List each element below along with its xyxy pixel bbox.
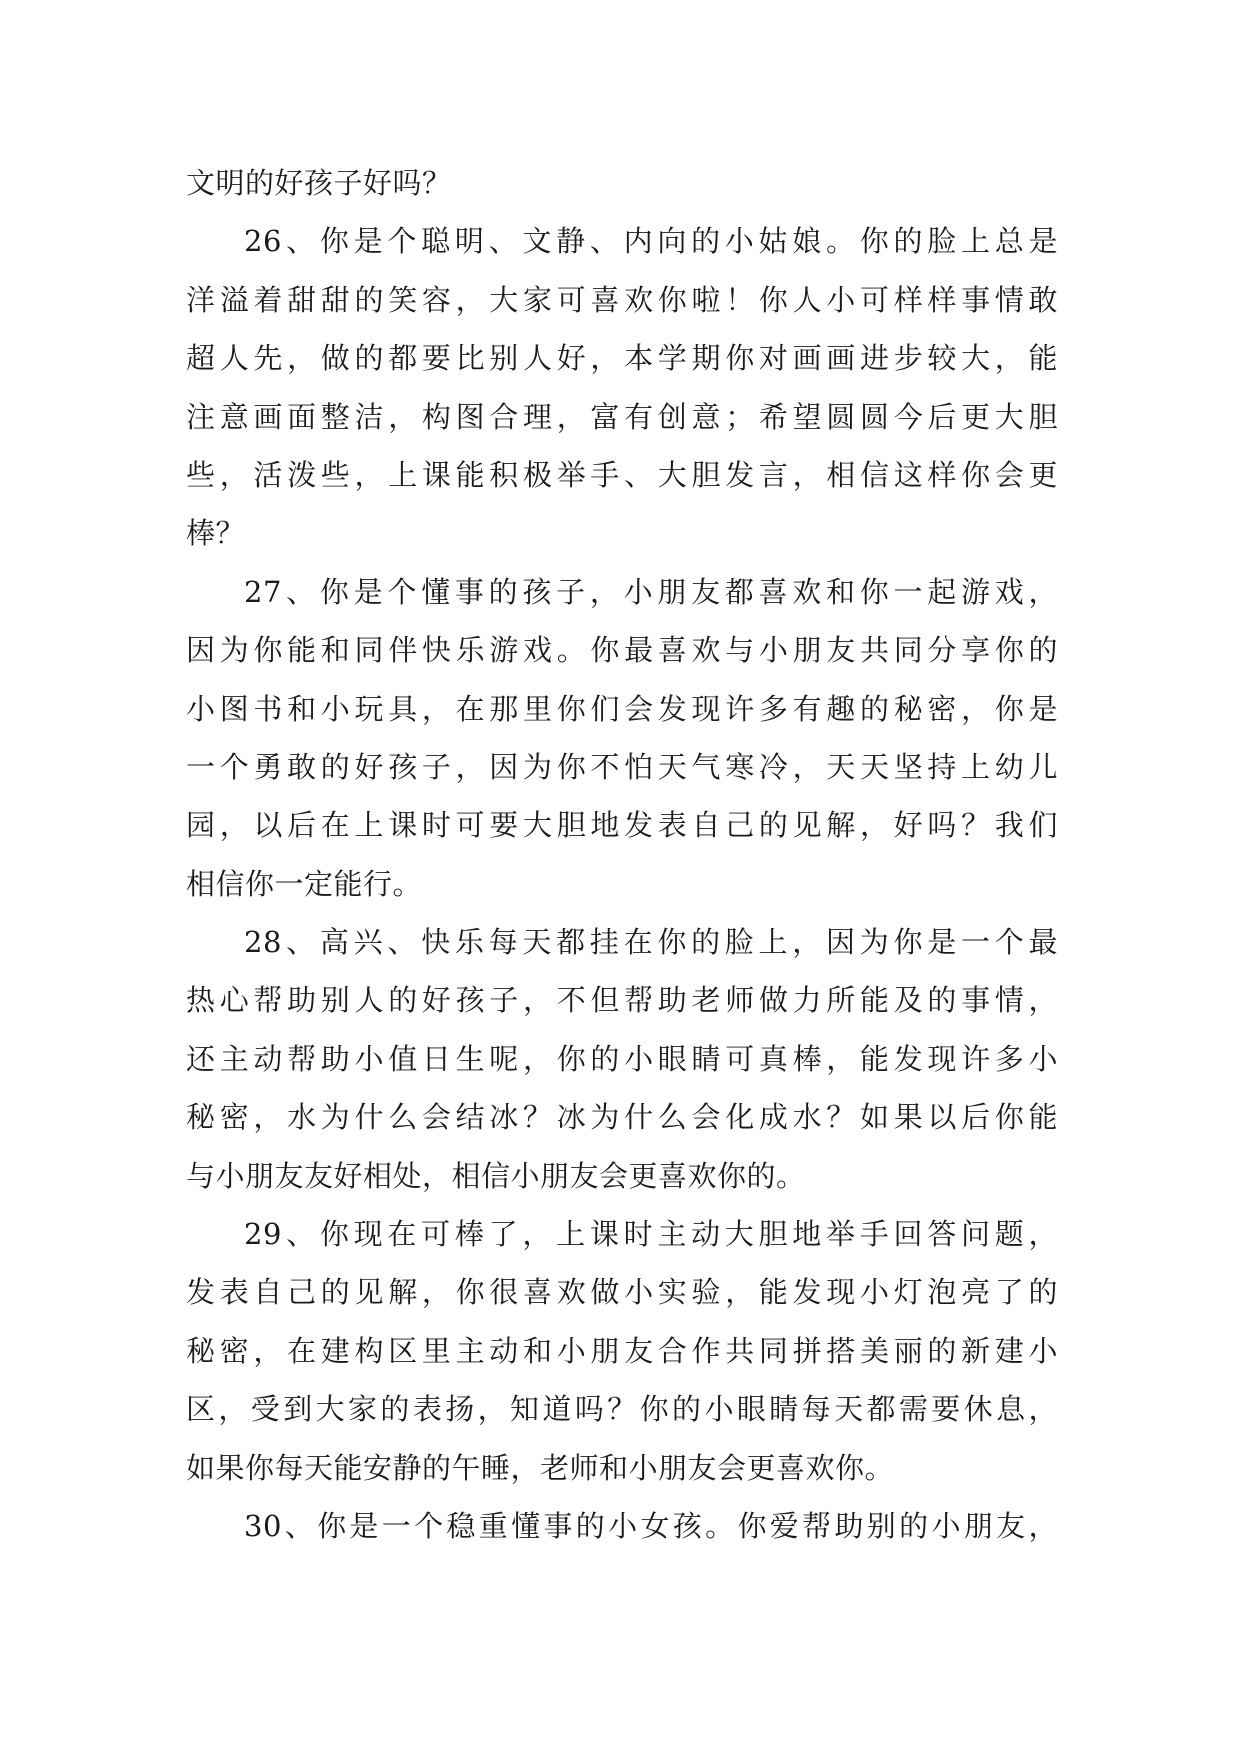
text-line: 区，受到大家的表扬，知道吗？你的小眼睛每天都需要休息， <box>186 1392 1058 1427</box>
text-line: 注意画面整洁，构图合理，富有创意；希望圆圆今后更大胆 <box>186 399 1058 434</box>
text-line: 些，活泼些，上课能积极举手、大胆发言，相信这样你会更 <box>186 457 1058 492</box>
text-line: 如果你每天能安静的午睡，老师和小朋友会更喜欢你。 <box>186 1450 895 1485</box>
text-line: 秘密，在建构区里主动和小朋友合作共同拼搭美丽的新建小 <box>186 1333 1058 1368</box>
text-line: 热心帮助别人的好孩子，不但帮助老师做力所能及的事情， <box>186 983 1058 1018</box>
paragraph-27-start: 27、你是个懂事的孩子，小朋友都喜欢和你一起游戏， <box>244 574 1058 609</box>
text-line: 一个勇敢的好孩子，因为你不怕天气寒冷，天天坚持上幼儿 <box>186 749 1058 784</box>
paragraph-30-start: 30、你是一个稳重懂事的小女孩。你爱帮助别的小朋友， <box>244 1508 1058 1543</box>
text-line: 发表自己的见解，你很喜欢做小实验，能发现小灯泡亮了的 <box>186 1275 1058 1310</box>
text-line: 秘密，水为什么会结冰？冰为什么会化成水？如果以后你能 <box>186 1100 1058 1135</box>
text-column <box>186 154 1058 1555</box>
text-line: 超人先，做的都要比别人好，本学期你对画画进步较大，能 <box>186 341 1058 376</box>
text-line: 园，以后在上课时可要大胆地发表自己的见解，好吗？我们 <box>186 808 1058 843</box>
text-line: 与小朋友友好相处，相信小朋友会更喜欢你的。 <box>186 1158 806 1193</box>
text-line: 相信你一定能行。 <box>186 866 423 901</box>
text-line: 洋溢着甜甜的笑容，大家可喜欢你啦！你人小可样样事情敢 <box>186 282 1058 317</box>
text-line: 文明的好孩子好吗？ <box>186 166 452 200</box>
text-line: 因为你能和同伴快乐游戏。你最喜欢与小朋友共同分享你的 <box>186 633 1058 668</box>
paragraph-26-start: 26、你是个聪明、文静、内向的小姑娘。你的脸上总是 <box>244 224 1058 259</box>
text-line: 还主动帮助小值日生呢，你的小眼睛可真棒，能发现许多小 <box>186 1041 1058 1076</box>
paragraph-29-start: 29、你现在可棒了，上课时主动大胆地举手回答问题， <box>244 1217 1058 1252</box>
paragraph-28-start: 28、高兴、快乐每天都挂在你的脸上，因为你是一个最 <box>244 925 1058 960</box>
text-line: 棒？ <box>186 516 246 551</box>
text-line: 小图书和小玩具，在那里你们会发现许多有趣的秘密，你是 <box>186 691 1058 726</box>
